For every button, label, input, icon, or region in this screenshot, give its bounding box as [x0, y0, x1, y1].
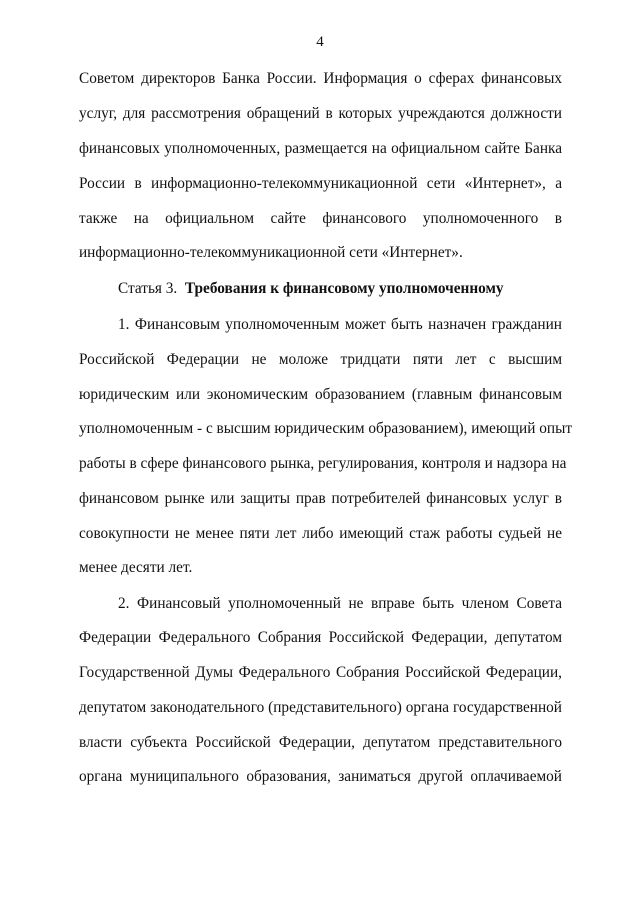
text-line: 2. Финансовый уполномоченный не вправе быть членом Совета	[118, 595, 562, 612]
text-line: Государственной Думы Федерального Собрания Российской Федерации,	[79, 664, 562, 681]
text-line: менее десяти лет.	[79, 559, 193, 576]
text-line: 1. Финансовым уполномоченным может быть назначен гражданин	[118, 316, 562, 333]
text-line: финансовых уполномоченных, размещается на официальном сайте Банка	[79, 140, 562, 157]
text-line: услуг, для рассмотрения обращений в которых учреждаются должности	[79, 105, 562, 122]
text-line: информационно-телекоммуникационной сети «Интернет».	[79, 244, 463, 261]
text-line: юридическим или экономическим образованием (главным финансовым	[79, 386, 562, 403]
text-line: депутатом законодательного (представительного) органа государственной	[79, 699, 562, 716]
text-line: Советом директоров Банка России. Информация о сферах финансовых	[79, 70, 562, 87]
article-number: Статья 3.	[118, 280, 178, 297]
text-line: уполномоченным - с высшим юридическим образованием), имеющий опыт	[79, 420, 573, 437]
text-line: также на официальном сайте финансового уполномоченного в	[79, 210, 562, 227]
article-title: Требования к финансовому уполномоченному	[184, 280, 504, 297]
text-line: органа муниципального образования, заниматься другой оплачиваемой	[79, 768, 562, 785]
text-line: финансовом рынке или защиты прав потребителей финансовых услуг в	[79, 490, 562, 507]
page-number: 4	[316, 34, 324, 50]
text-line: Российской Федерации не моложе тридцати пяти лет с высшим	[79, 351, 562, 368]
text-line: власти субъекта Российской Федерации, депутатом представительного	[79, 734, 562, 751]
text-line: России в информационно-телекоммуникационной сети «Интернет», а	[79, 175, 562, 192]
text-line: совокупности не менее пяти лет либо имеющий стаж работы судьей не	[79, 525, 562, 542]
text-line: Федерации Федерального Собрания Российской Федерации, депутатом	[79, 629, 562, 646]
article-heading	[118, 279, 504, 299]
text-line: работы в сфере финансового рынка, регулирования, контроля и надзора на	[79, 455, 567, 472]
